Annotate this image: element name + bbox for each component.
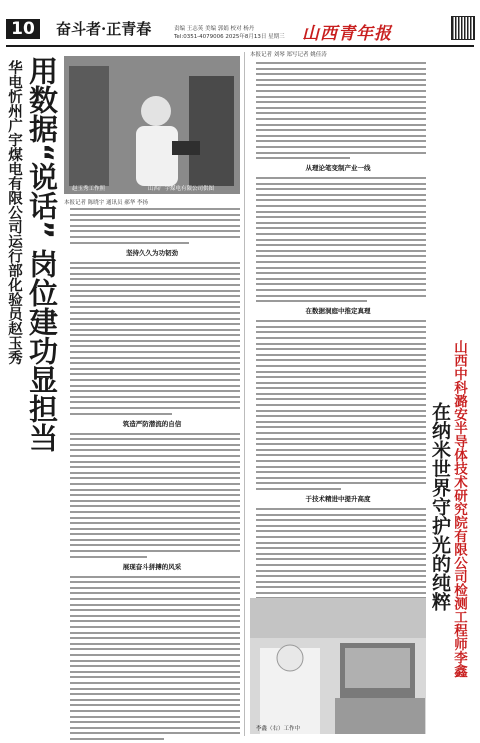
date-line: Tel:0351-4079006 2025年8月13日 星期三: [174, 34, 285, 40]
left-subhead-2: 筑造严防潜流的自信: [122, 419, 182, 428]
left-byline: 本报记者 陈晓宇 通讯员 郝华 李扬: [64, 200, 148, 206]
right-kicker: 山西中科潞安半导体技术研究院有限公司检测工程师李鑫: [451, 340, 467, 678]
cleanroom-photo-icon: [250, 598, 426, 734]
left-headline: 用数据“说话” 岗位建功显担当: [25, 56, 59, 453]
page-number: 10: [6, 19, 40, 39]
right-headline: 在纳米世界守护光的纯粹: [429, 402, 451, 611]
right-photo-caption: 李鑫（右）工作中: [256, 726, 301, 732]
left-subhead-1: 坚持久久为功韧劲: [126, 248, 178, 257]
right-body: [250, 62, 426, 653]
header-rule: [6, 45, 474, 47]
newspaper-logo: 山西青年报: [302, 24, 392, 44]
right-subhead-2: 在数据洞庭中推定真理: [305, 307, 371, 316]
left-photo: [64, 56, 240, 194]
right-byline: 本报记者 刘琴 郑写记者 姚佳涛: [250, 52, 327, 58]
qr-code-icon: [451, 16, 475, 40]
left-photo-caption: 赵玉秀工作照: [72, 186, 106, 192]
right-subhead-1: 从理论笔变制产业一线: [305, 164, 371, 173]
right-photo: [250, 598, 426, 734]
left-body-part1: [64, 208, 240, 743]
right-subhead-3: 于技术精进中提升高度: [305, 494, 371, 503]
editor-line: 责编 王志英 美编 郭娟 校对 杨丹: [174, 26, 255, 32]
left-photo-credit: 山西广宇煤电有限公司供图: [148, 186, 215, 192]
column-divider: [244, 52, 245, 736]
left-kicker: 华电忻州广宇煤电有限公司运行部化验员赵玉秀: [6, 60, 22, 365]
column-title: 奋斗者·正青春: [56, 20, 152, 38]
lab-worker-photo-icon: [64, 56, 240, 194]
masthead: [0, 0, 480, 45]
left-subhead-3: 展现奋斗拼搏的风采: [122, 562, 182, 571]
